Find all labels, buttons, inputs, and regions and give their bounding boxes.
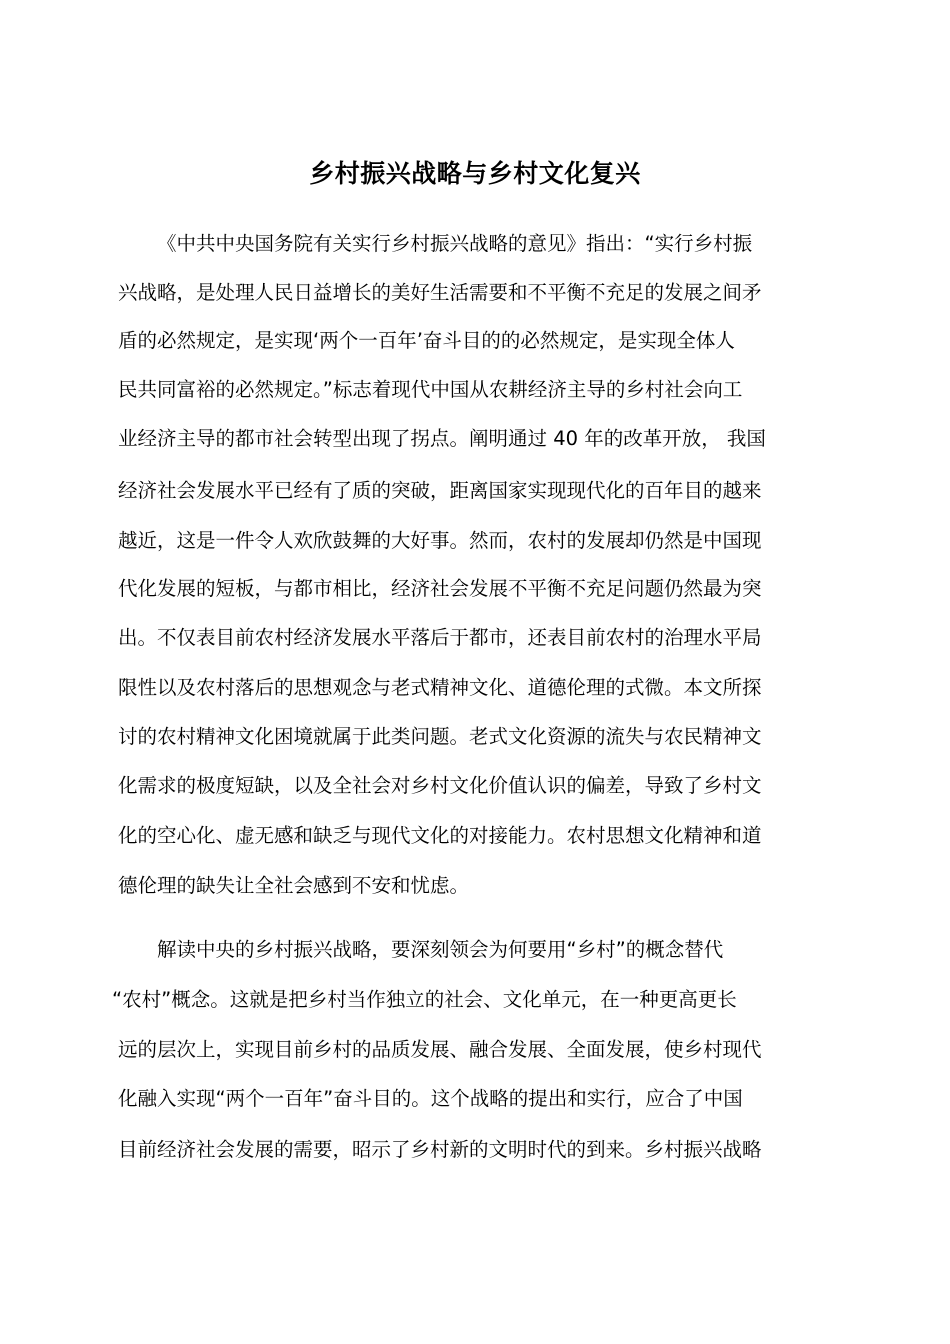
paragraph-line: 盾的必然规定，是实现‘两个一百年’奋斗目的的必然规定，是实现全体人: [118, 329, 735, 352]
paragraph-line: 业经济主导的都市社会转型出现了拐点。阐明通过 40 年的改革开放， 我国: [118, 427, 766, 450]
paragraph-line: 化需求的极度短缺，以及全社会对乡村文化价值认识的偏差，导致了乡村文: [118, 774, 762, 797]
paragraph-line: 《中共中央国务院有关实行乡村振兴战略的意见》指出：“实行乡村振: [157, 232, 753, 255]
paragraph-line: 德伦理的缺失让全社会感到不安和忧虑。: [118, 874, 470, 897]
paragraph-line: 讨的农村精神文化困境就属于此类问题。老式文化资源的流失与农民精神文: [118, 725, 762, 748]
paragraph-line: 代化发展的短板，与都市相比，经济社会发展不平衡不充足问题仍然最为突: [118, 577, 762, 600]
paragraph-line: 目前经济社会发展的需要，昭示了乡村新的文明时代的到来。乡村振兴战略: [118, 1138, 762, 1161]
paragraph-line: 经济社会发展水平已经有了质的突破，距离国家实现现代化的百年目的越来: [118, 479, 762, 502]
paragraph-line: “农村”概念。这就是把乡村当作独立的社会、文化单元，在一种更高更长: [112, 988, 737, 1011]
paragraph-line: 民共同富裕的必然规定。”标志着现代中国从农耕经济主导的乡村社会向工: [118, 378, 743, 401]
paragraph-line: 远的层次上，实现目前乡村的品质发展、融合发展、全面发展，使乡村现代: [118, 1038, 762, 1061]
paragraph-line: 限性以及农村落后的思想观念与老式精神文化、道德伦理的式微。本文所探: [118, 676, 762, 699]
document-title: 乡村振兴战略与乡村文化复兴: [309, 159, 641, 188]
paragraph-line: 出。不仅表目前农村经济发展水平落后于都市，还表目前农村的治理水平局: [118, 626, 762, 649]
paragraph-line: 越近，这是一件令人欢欣鼓舞的大好事。然而，农村的发展却仍然是中国现: [118, 529, 762, 552]
paragraph-line: 化融入实现“两个一百年”奋斗目的。这个战略的提出和实行，应合了中国: [118, 1087, 743, 1110]
paragraph-line: 兴战略，是处理人民日益增长的美好生活需要和不平衡不充足的发展之间矛: [118, 281, 762, 304]
paragraph-line: 化的空心化、虚无感和缺乏与现代文化的对接能力。农村思想文化精神和道: [118, 824, 762, 847]
paragraph-line: 解读中央的乡村振兴战略，要深刻领会为何要用“乡村”的概念替代: [157, 938, 724, 961]
